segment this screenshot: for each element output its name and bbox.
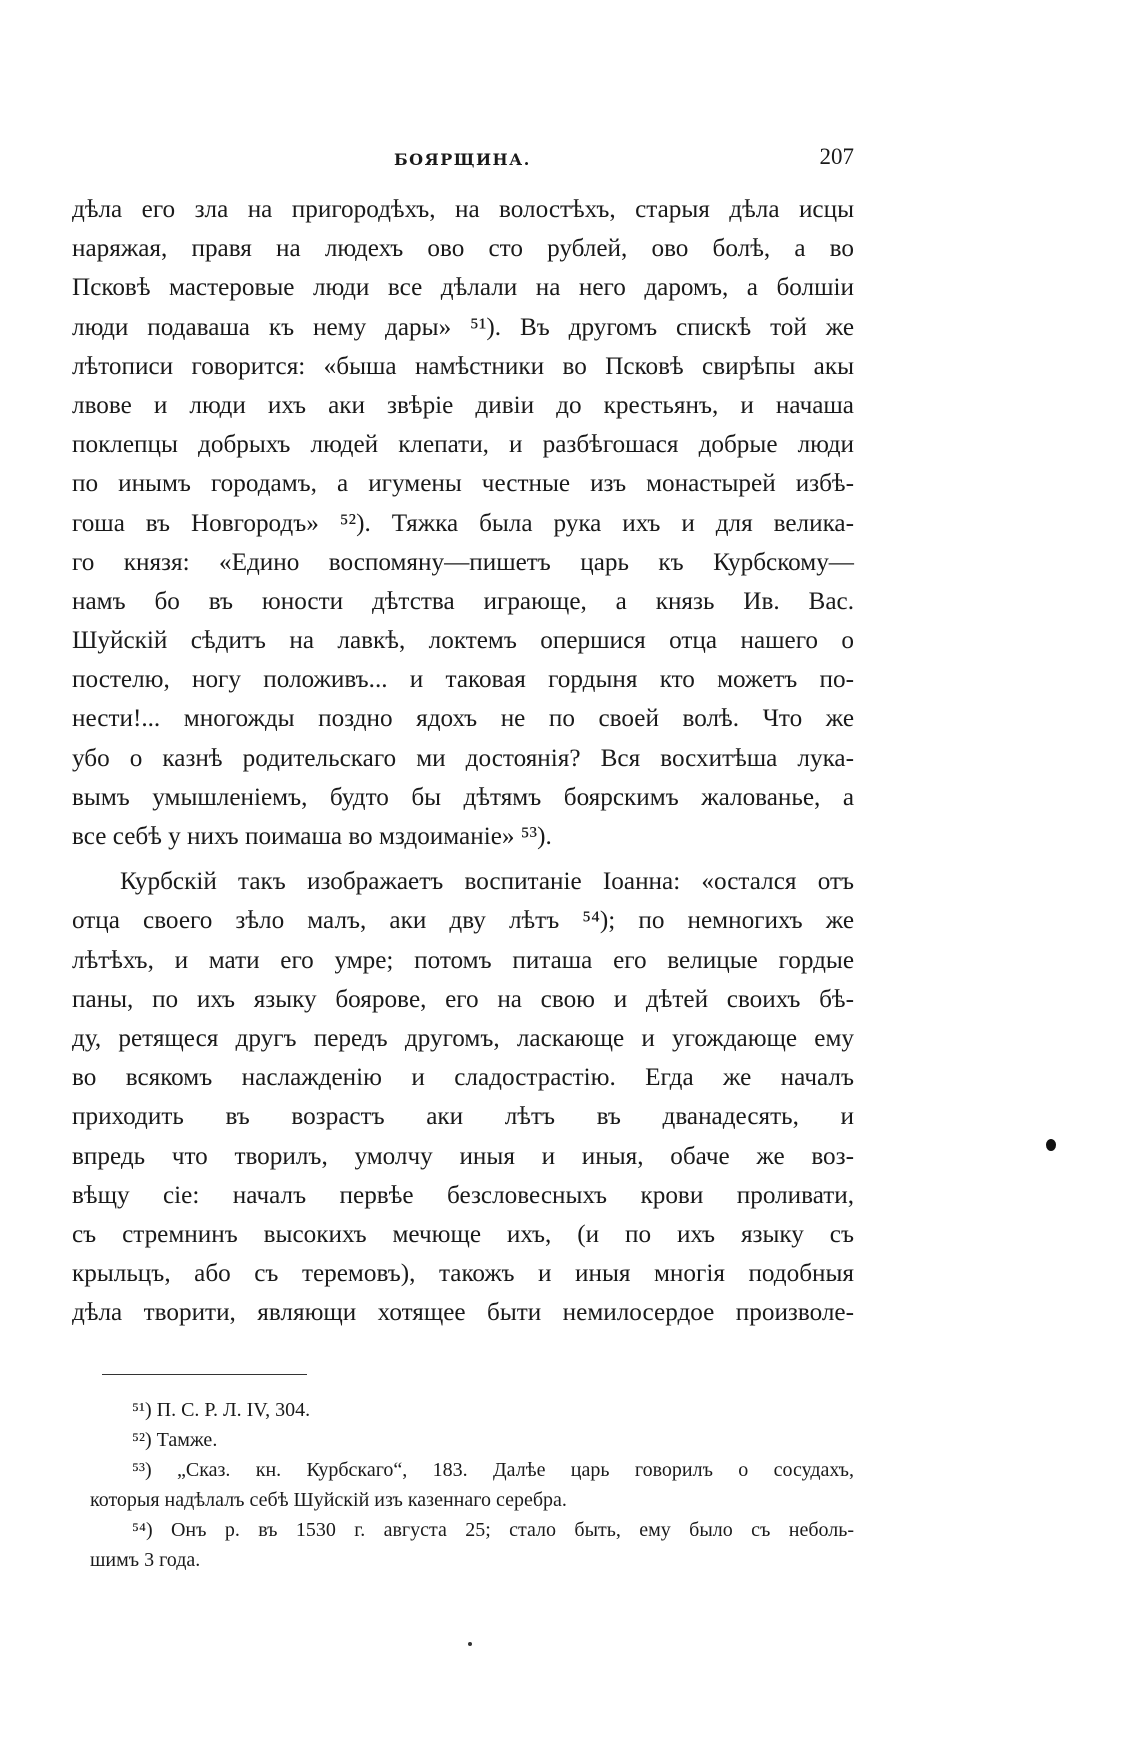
text-line: вѣщу сіе: началъ первѣе безсловесныхъ крови проливати, [72, 1181, 854, 1209]
text-line: дѣла творити, являющи хотящее быти немилосердое произволе- [72, 1299, 854, 1327]
text-line: Шуйскій сѣдитъ на лавкѣ, локтемъ опершися отца нашего о [72, 627, 854, 655]
footnote: ⁵¹) П. С. Р. Л. IV, 304. [132, 1399, 311, 1422]
ink-speck [468, 1642, 472, 1646]
text-line: дѣла его зла на пригородѣхъ, на волостѣхъ, старыя дѣла исцы [72, 196, 854, 223]
text-line: по инымъ городамъ, а игумены честные изъ монастырей избѣ- [72, 470, 854, 498]
text-line: лѣтѣхъ, и мати его умре; потомъ питаша его велицые гордые [72, 946, 854, 974]
text-line: отца своего зѣло малъ, аки дву лѣтъ ⁵⁴); по немногихъ же [72, 907, 854, 935]
main-text [72, 190, 854, 1332]
text-line: впредь что творилъ, умолчу иныя и иныя, обаче же воз- [72, 1142, 854, 1170]
text-line: паны, по ихъ языку бояровe, его на свою и дѣтей своихъ бѣ- [72, 985, 854, 1013]
footnote: ⁵²) Тамже. [132, 1429, 218, 1452]
text-line: постелю, ногу положивъ... и таковая гордыня кто можетъ по- [72, 666, 854, 694]
text-line: все себѣ у нихъ поимаша во мздоиманіе» ⁵³). [72, 823, 552, 850]
book-page [72, 140, 854, 1575]
text-line: нести!... многожды поздно ядохъ не по своей волѣ. Что же [72, 705, 854, 733]
ink-blot [1046, 1139, 1056, 1151]
text-line: Псковѣ мастеровые люди все дѣлали на него даромъ, а болшіи [72, 274, 854, 302]
text-line: убо о казнѣ родительскаго ми достоянія? Вся восхитѣша лука- [72, 744, 854, 772]
text-line: гоша въ Новгородъ» ⁵²). Тяжка была рука ихъ и для велика- [72, 509, 854, 537]
footnote: ⁵³) „Сказ. кн. Курбскаго“, 183. Далѣе царь говорилъ о сосудахъ, [132, 1459, 854, 1482]
text-line: поклепцы добрыхъ людей клепати, и разбѣгошася добрые люди [72, 431, 854, 459]
text-line: вымъ умышленіемъ, будто бы дѣтямъ боярскимъ жалованье, а [72, 783, 854, 811]
footnote-continuation: которыя надѣлалъ себѣ Шуйскій изъ казеннаго серебра. [90, 1489, 567, 1512]
text-line: люди подаваша къ нему дары» ⁵¹). Въ другомъ спискѣ той же [72, 313, 854, 341]
page-number: 207 [819, 144, 854, 169]
text-line: лѣтописи говорится: «быша намѣстники во Псковѣ свирѣпы акы [72, 352, 854, 380]
text-line: Курбскій такъ изображаетъ воспитаніе Іоанна: «остался отъ [120, 868, 854, 896]
text-line: лвове и люди ихъ аки звѣріе дивіи до крестьянъ, и начаша [72, 391, 854, 419]
text-line: наряжая, правя на людехъ ово сто рублей, ово болѣ, а во [72, 235, 854, 263]
text-line: ду, ретящеся другъ передъ другомъ, ласкающе и угождающе ему [72, 1024, 854, 1052]
footnote-continuation: шимъ 3 года. [90, 1549, 201, 1572]
footnote: ⁵⁴) Онъ р. въ 1530 г. августа 25; стало быть, ему было съ неболь- [132, 1519, 854, 1542]
running-title: БОЯРЩИНА. [394, 150, 531, 169]
footnotes [72, 1395, 854, 1575]
text-line: во всякомъ наслажденію и сладострастію. Егда же началъ [72, 1064, 854, 1092]
footnote-rule [102, 1374, 307, 1375]
text-line: съ стремнинъ высокихъ мечюще ихъ, (и по ихъ языку съ [72, 1220, 854, 1248]
text-line: приходить въ возрастъ аки лѣтъ въ дванадесять, и [72, 1103, 854, 1131]
text-line: крыльцъ, або съ теремовъ), такожъ и иныя многія подобныя [72, 1260, 854, 1288]
text-line: намъ бо въ юности дѣтства играюще, а князь Ив. Вас. [72, 587, 854, 615]
text-line: го князя: «Едино воспомяну—пишетъ царь къ Курбскому— [72, 548, 854, 576]
running-header [72, 140, 854, 184]
